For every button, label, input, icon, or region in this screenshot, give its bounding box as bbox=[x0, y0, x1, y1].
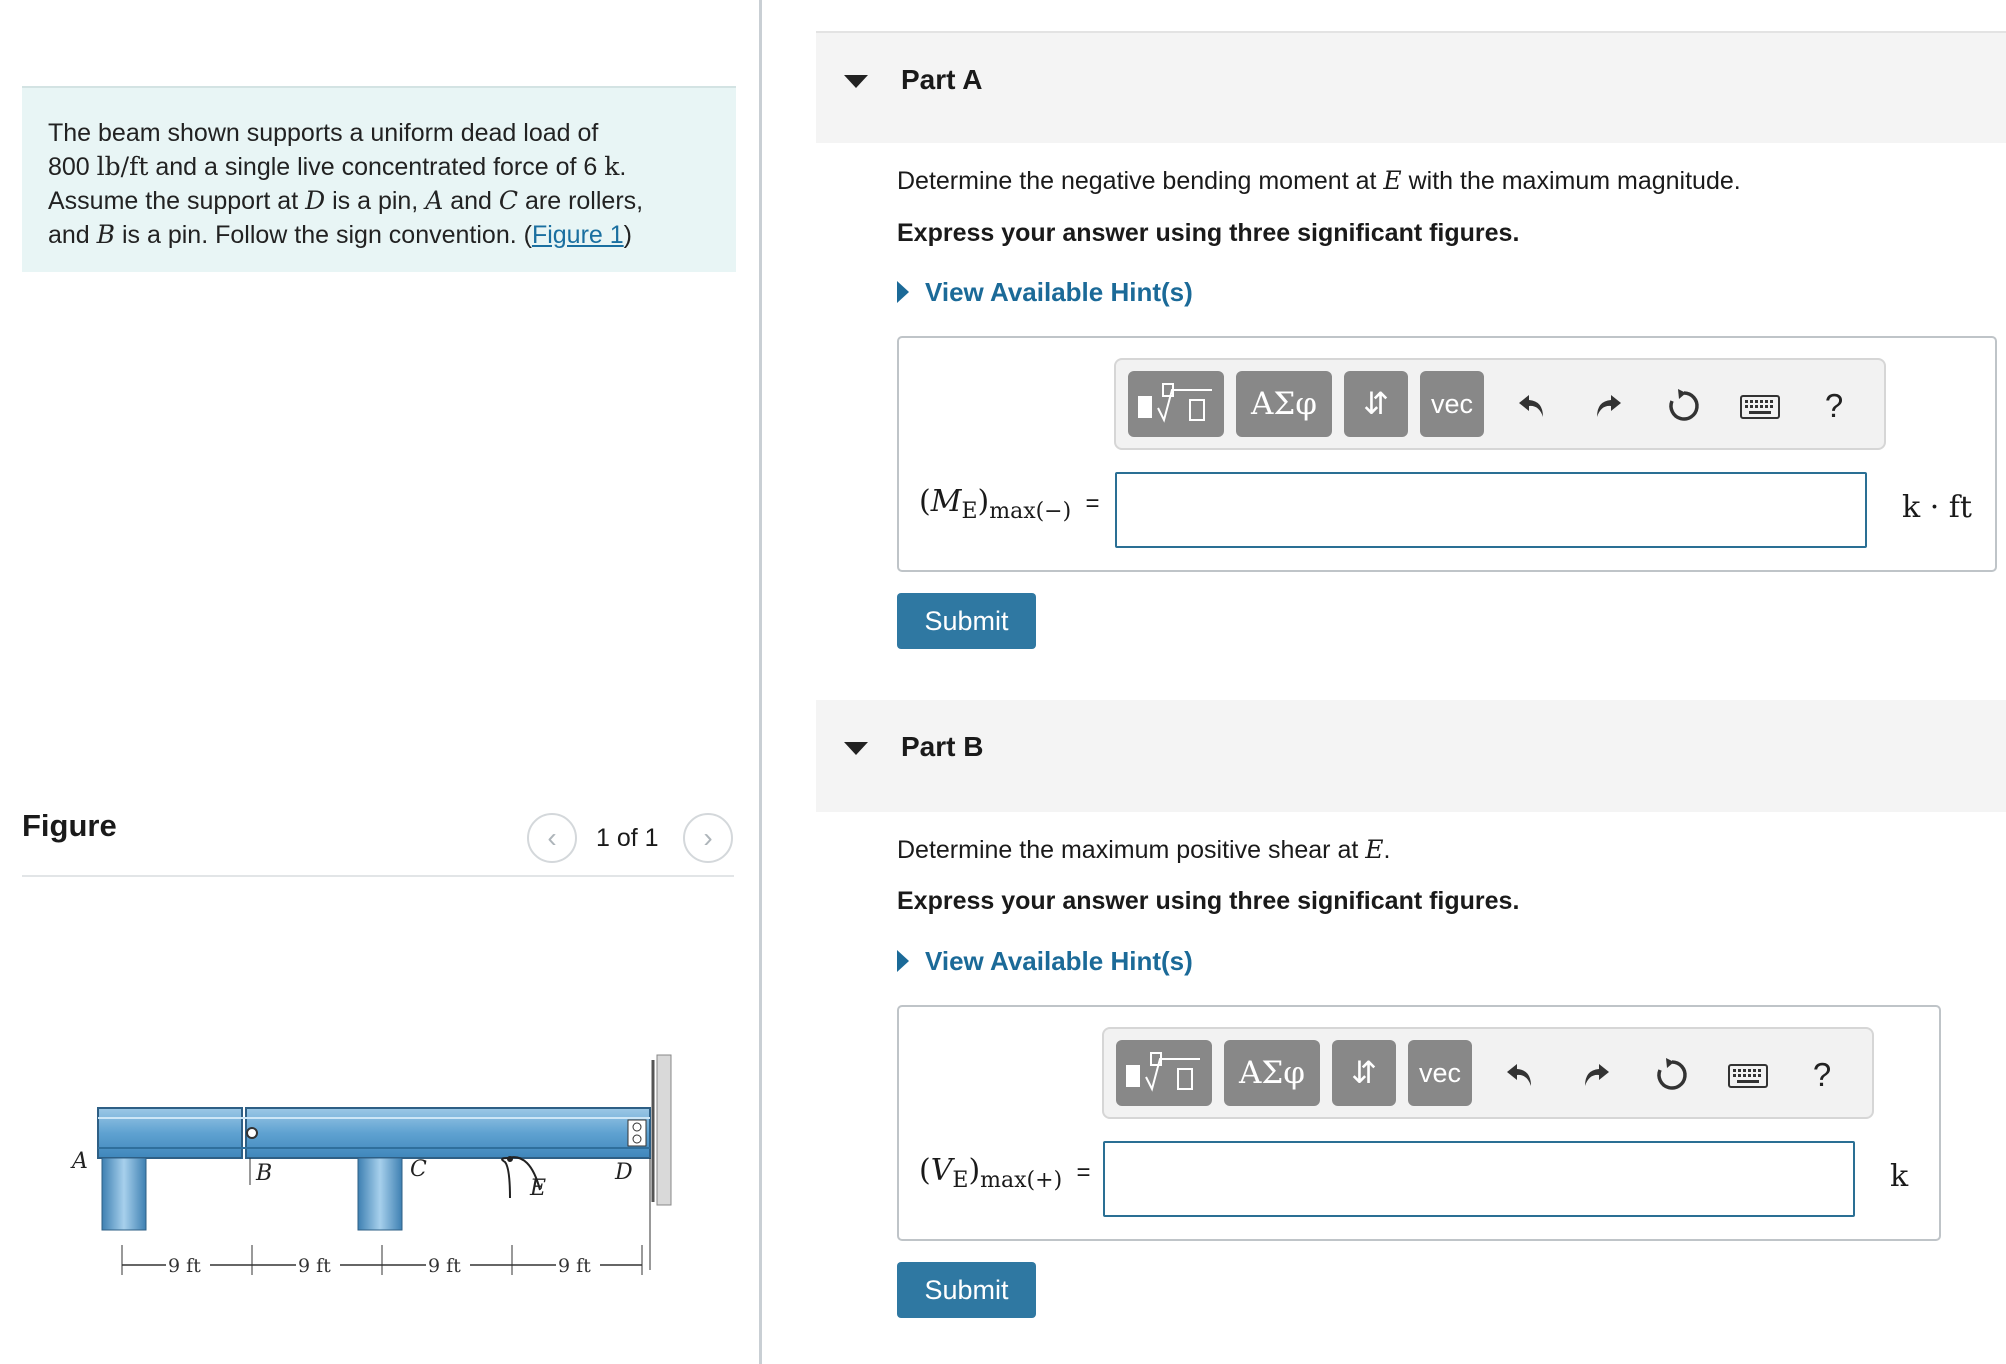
figure-title: Figure bbox=[22, 808, 117, 843]
column-a bbox=[102, 1158, 146, 1230]
part-b-submit-button[interactable]: Submit bbox=[897, 1262, 1036, 1318]
divider bbox=[22, 875, 734, 877]
unit-k: k bbox=[604, 152, 620, 181]
fraction-sqrt-icon bbox=[1124, 1049, 1204, 1097]
undo-icon[interactable] bbox=[1506, 380, 1558, 432]
part-b-answer-label: $(V_E)_{max(+)}$ = bbox=[919, 1153, 1091, 1193]
part-a-header[interactable] bbox=[816, 31, 2006, 143]
expand-triangle-icon bbox=[897, 281, 909, 303]
next-figure-button[interactable] bbox=[683, 813, 733, 863]
label-b: B bbox=[256, 1161, 273, 1186]
question-text: . bbox=[1383, 836, 1391, 864]
greek-symbols-button[interactable]: ΑΣφ bbox=[1224, 1040, 1320, 1106]
column-c bbox=[358, 1158, 402, 1230]
question-text: with the maximum magnitude. bbox=[1408, 167, 1741, 195]
hint-label: View Available Hint(s) bbox=[925, 277, 1193, 307]
problem-text: and bbox=[450, 187, 492, 215]
figure-link[interactable]: Figure 1 bbox=[531, 221, 624, 249]
math-toolbar bbox=[1114, 358, 1886, 450]
problem-text: are rollers, bbox=[525, 187, 644, 215]
var-c: C bbox=[498, 186, 519, 215]
dim-label: 9 ft bbox=[558, 1255, 591, 1277]
load-arrow-e bbox=[502, 1158, 510, 1198]
redo-icon[interactable] bbox=[1582, 380, 1634, 432]
label-c: C bbox=[410, 1157, 427, 1182]
beam-segment-bd bbox=[246, 1108, 650, 1158]
part-b-answer-input[interactable] bbox=[1103, 1141, 1855, 1217]
var-d: D bbox=[305, 186, 326, 215]
label-sub: E bbox=[961, 499, 978, 524]
part-a-instruction: Express your answer using three significant figures. bbox=[897, 219, 1520, 247]
collapse-triangle-icon bbox=[844, 75, 868, 88]
label-qualifier: max(+) bbox=[980, 1168, 1063, 1193]
label-var: M bbox=[930, 484, 962, 519]
reset-icon[interactable] bbox=[1658, 380, 1710, 432]
templates-button[interactable] bbox=[1116, 1040, 1212, 1106]
fraction-sqrt-icon bbox=[1136, 380, 1216, 428]
part-a-submit-button[interactable]: Submit bbox=[897, 593, 1036, 649]
pin-d bbox=[628, 1120, 646, 1146]
problem-text: 800 bbox=[48, 153, 90, 181]
label-e: E bbox=[530, 1176, 547, 1201]
math-toolbar bbox=[1102, 1027, 1874, 1119]
question-text: Determine the negative bending moment at bbox=[897, 167, 1377, 195]
previous-figure-button[interactable] bbox=[527, 813, 577, 863]
collapse-triangle-icon bbox=[844, 742, 868, 755]
part-a-answer-label: $(M_E)_{max(-)}$ = bbox=[919, 484, 1100, 524]
part-a-answer-input[interactable] bbox=[1115, 472, 1867, 548]
part-b-title: Part B bbox=[901, 731, 984, 762]
left-pane bbox=[0, 0, 762, 1364]
label-sub: E bbox=[952, 1168, 969, 1193]
equals-sign: = bbox=[1085, 490, 1100, 517]
label-a: A bbox=[72, 1149, 88, 1174]
part-a-title: Part A bbox=[901, 64, 983, 95]
arrows-button[interactable]: ⇵ bbox=[1332, 1040, 1396, 1106]
vec-button[interactable]: vec bbox=[1420, 371, 1484, 437]
keyboard-icon[interactable] bbox=[1734, 380, 1786, 432]
expand-triangle-icon bbox=[897, 950, 909, 972]
part-a-hint-toggle[interactable] bbox=[897, 277, 1193, 308]
var-b: B bbox=[96, 220, 116, 249]
problem-statement: The beam shown supports a uniform dead load of 800 lb/ft and a single live concentrated force of 6 k. Assume the support at D is a pin, A and C are rollers, and B is a pin. Follow the sign convention. (Figure 1) bbox=[22, 86, 736, 272]
dim-label: 9 ft bbox=[298, 1255, 331, 1277]
var-a: A bbox=[425, 186, 444, 215]
problem-text: is a pin. Follow the sign convention. ( bbox=[122, 221, 532, 249]
greek-symbols-button[interactable]: ΑΣφ bbox=[1236, 371, 1332, 437]
part-a-answer-box bbox=[897, 336, 1997, 572]
help-button[interactable]: ? bbox=[1812, 1056, 1832, 1093]
problem-text: and a single live concentrated force of 6 bbox=[155, 153, 598, 181]
part-b-question bbox=[897, 835, 1390, 865]
label-qualifier: max(−) bbox=[989, 499, 1072, 524]
label-var: V bbox=[930, 1153, 953, 1188]
chevron-right-icon: › bbox=[703, 822, 713, 853]
problem-text: is a pin, bbox=[332, 187, 419, 215]
problem-text: The beam shown supports a uniform dead load of bbox=[48, 119, 599, 147]
chevron-left-icon: ‹ bbox=[547, 822, 557, 853]
undo-icon[interactable] bbox=[1494, 1049, 1546, 1101]
unit-lbft: lb/ft bbox=[96, 152, 149, 181]
figure-counter: 1 of 1 bbox=[596, 824, 659, 852]
beam-figure bbox=[60, 1040, 700, 1280]
wall bbox=[657, 1055, 671, 1205]
question-text: Determine the maximum positive shear at bbox=[897, 836, 1359, 864]
pin-b bbox=[247, 1128, 257, 1138]
dim-label: 9 ft bbox=[168, 1255, 201, 1277]
part-b-unit: k bbox=[1890, 1159, 1909, 1194]
problem-text: and bbox=[48, 221, 90, 249]
problem-text: ) bbox=[623, 221, 632, 249]
part-b-header[interactable] bbox=[816, 700, 2006, 812]
beam-segment-ab bbox=[98, 1108, 242, 1158]
vec-button[interactable]: vec bbox=[1408, 1040, 1472, 1106]
part-b-answer-box bbox=[897, 1005, 1941, 1241]
reset-icon[interactable] bbox=[1646, 1049, 1698, 1101]
var-e: E bbox=[1365, 835, 1384, 864]
part-b-hint-toggle[interactable] bbox=[897, 946, 1193, 977]
arrows-button[interactable]: ⇵ bbox=[1344, 371, 1408, 437]
help-button[interactable]: ? bbox=[1824, 387, 1844, 424]
equals-sign: = bbox=[1076, 1159, 1091, 1186]
hint-label: View Available Hint(s) bbox=[925, 946, 1193, 976]
part-b-instruction: Express your answer using three significant figures. bbox=[897, 887, 1520, 915]
keyboard-icon[interactable] bbox=[1722, 1049, 1774, 1101]
redo-icon[interactable] bbox=[1570, 1049, 1622, 1101]
var-e: E bbox=[1383, 166, 1402, 195]
part-a-question bbox=[897, 166, 1741, 196]
problem-text: Assume the support at bbox=[48, 187, 299, 215]
part-a-unit: k · ft bbox=[1902, 490, 1972, 525]
dim-label: 9 ft bbox=[428, 1255, 461, 1277]
label-d: D bbox=[615, 1160, 633, 1185]
templates-button[interactable] bbox=[1128, 371, 1224, 437]
